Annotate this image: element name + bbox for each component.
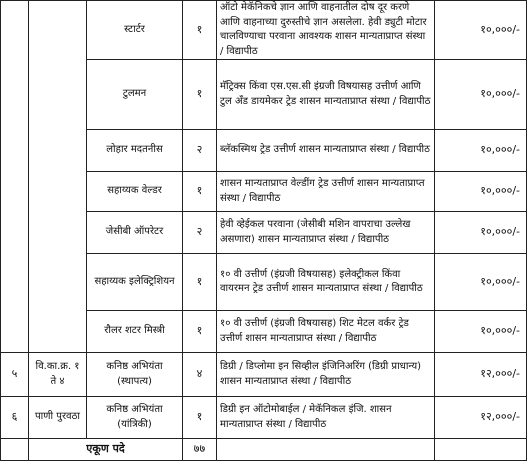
qualification-cell: शासन मान्यताप्राप्त वेल्डींग ट्रेड उत्तीर्ण शासन मान्यताप्राप्त संस्था / विद्यापीठ: [217, 172, 435, 212]
table-row: [1, 397, 527, 439]
count-cell: ४: [183, 353, 217, 397]
salary-cell: १२,०००/-: [435, 353, 527, 397]
post-cell: कनिष्ठ अभियंता (स्थापत्य): [87, 353, 183, 397]
dept-cell: [29, 1, 87, 353]
qualification-cell: ब्लॅकस्मिथ ट्रेड उत्तीर्ण शासन मान्यताप्राप्त संस्था / विद्यापीठ: [217, 130, 435, 172]
salary-cell: १२,०००/-: [435, 397, 527, 439]
qualification-cell: हेवी व्हेईकल परवाना (जेसीबी मशिन वापराचा उल्लेख असणारा) शासन मान्यताप्राप्त संस्था / विद्यापीठ: [217, 212, 435, 254]
post-cell: रौलर शटर मिस्त्री: [87, 311, 183, 353]
qualification-cell: मॅट्रिक्स किंवा एस.एस.सी इंग्रजी विषयासह उत्तीर्ण आणि टुल अँड डायमेकर ट्रेड शासन मान्यताप्राप्त संस्था / विद्यापीठ: [217, 60, 435, 130]
sno-cell: [1, 1, 29, 353]
dept-cell: वि.का.क्र. १ ते ४: [29, 353, 87, 397]
table-row: [1, 1, 527, 60]
salary-cell: १०,०००/-: [435, 212, 527, 254]
post-cell: कनिष्ठ अभियंता (यांत्रिकी): [87, 397, 183, 439]
post-cell: लोहार मदतनीस: [87, 130, 183, 172]
post-cell: टुलमन: [87, 60, 183, 130]
post-cell: स्टार्टर: [87, 1, 183, 60]
qualification-cell: ऑटो मेकॅनिकचे ज्ञान आणि वाहनातील दोष दूर करणे आणि वाहनाच्या दुरुस्तीचे ज्ञान असलेला. हेवी ड्युटी मोटार चालविण्याचा परवाना आवश्यक शासन मान्यताप्राप्त संस्था / विद्यापीठ: [217, 1, 435, 60]
blank-cell: [1, 439, 29, 461]
count-cell: १: [183, 172, 217, 212]
count-cell: १: [183, 397, 217, 439]
salary-cell: १०,०००/-: [435, 130, 527, 172]
blank-cell: [217, 439, 435, 461]
qualification-cell: १० वी उत्तीर्ण (इंग्रजी विषयासह) इलेक्ट्रीकल किंवा वायरमन ट्रेड उत्तीर्ण शासन मान्यताप्राप्त संस्था / विद्यापीठ: [217, 254, 435, 311]
salary-cell: १०,०००/-: [435, 311, 527, 353]
count-cell: १: [183, 60, 217, 130]
qualification-cell: डिग्री इन ऑटोमोबाईल / मेकॅनिकल इंजि. शासन मान्यताप्राप्त संस्था / विद्यापीठ: [217, 397, 435, 439]
salary-cell: १०,०००/-: [435, 254, 527, 311]
sno-cell: ५: [1, 353, 29, 397]
count-cell: १: [183, 254, 217, 311]
dept-cell: पाणी पुरवठा: [29, 397, 87, 439]
post-cell: सहाय्यक इलेक्ट्रिशियन: [87, 254, 183, 311]
count-cell: २: [183, 130, 217, 172]
salary-cell: १०,०००/-: [435, 1, 527, 60]
count-cell: १: [183, 1, 217, 60]
post-cell: जेसीबी ऑपरेटर: [87, 212, 183, 254]
sno-cell: ६: [1, 397, 29, 439]
post-cell: सहाय्यक वेल्डर: [87, 172, 183, 212]
salary-cell: १०,०००/-: [435, 172, 527, 212]
qualification-cell: १० वी उत्तीर्ण (इंग्रजी विषयासह) शिट मेटल वर्कर ट्रेड उत्तीर्ण शासन मान्यताप्राप्त संस्था / विद्यापीठ: [217, 311, 435, 353]
salary-cell: १०,०००/-: [435, 60, 527, 130]
total-label: एकूण पदे: [29, 439, 183, 461]
total-value: ७७: [183, 439, 217, 461]
total-row: [1, 439, 527, 461]
qualification-cell: डिग्री / डिप्लोमा इन सिव्हील इंजिनिअरिंग (डिग्री प्राधान्य) शासन मान्यताप्राप्त संस्था / विद्यापीठ: [217, 353, 435, 397]
table-row: [1, 353, 527, 397]
blank-cell: [435, 439, 527, 461]
count-cell: १: [183, 311, 217, 353]
count-cell: २: [183, 212, 217, 254]
